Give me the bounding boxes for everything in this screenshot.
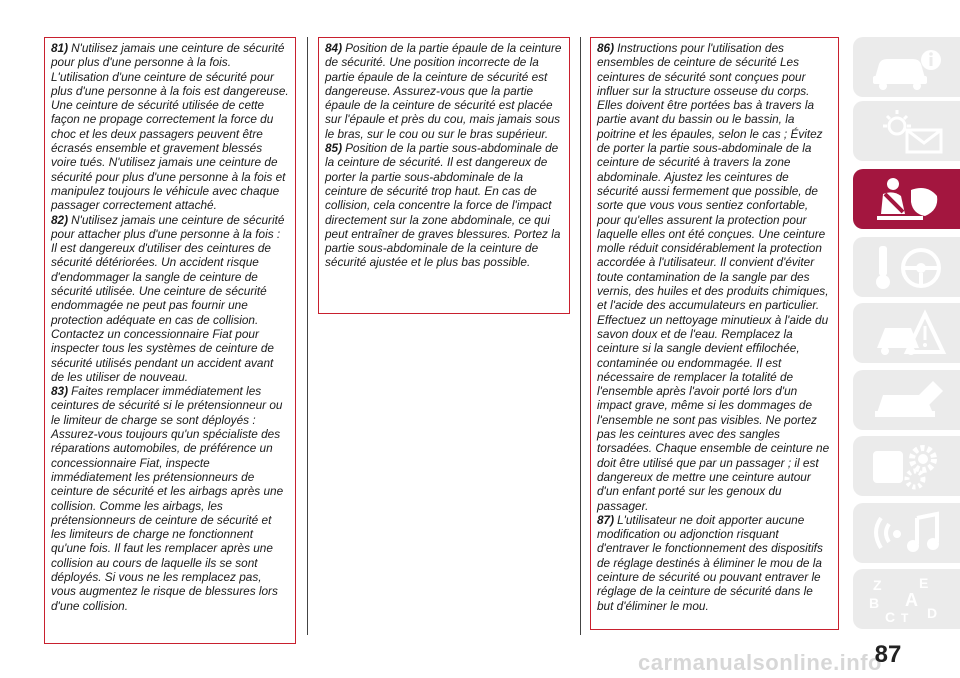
- key-steering-wheel-icon: [867, 242, 947, 292]
- tab-multimedia[interactable]: [853, 503, 960, 563]
- page-number: 87: [874, 641, 902, 668]
- technical-data-gears-icon: [867, 441, 947, 491]
- note-87: 87) L'utilisateur ne doit apporter aucune modification ou adjonction risquant d'entraver le fonctionnement des dispositifs de réglage destinés à éliminer le mou de la ceinture de sécurité ou pouvant entraver le réglage de la ceinture de sécurité dans le but d'éliminer le mou.: [597, 512, 823, 613]
- warning-notes-column-3: [590, 37, 839, 630]
- index-letter: Z: [873, 577, 882, 593]
- tab-index[interactable]: [853, 569, 960, 629]
- tab-maintenance[interactable]: [853, 370, 960, 430]
- tab-safety[interactable]: [853, 169, 960, 229]
- tab-dashboard-lights[interactable]: [853, 101, 960, 161]
- tab-starting-driving[interactable]: [853, 237, 960, 297]
- column-divider: [307, 37, 308, 635]
- index-letter: D: [927, 605, 938, 621]
- tab-technical-data[interactable]: [853, 436, 960, 496]
- maintenance-car-icon: [867, 375, 947, 425]
- index-letter: A: [905, 590, 918, 610]
- warning-lights-icon: [867, 106, 947, 156]
- note-81: 81) N'utilisez jamais une ceinture de sécurité pour plus d'une personne à la fois. L'utilisation d'une ceinture de sécurité pour plus d'une personne à la fois est dangereuse. Une ceinture de sécurité utilisée de cette façon ne propage correctement la force du choc et les deux passagers peuvent être écrasés ensemble et gravement blessés voire tués. N'utilisez jamais une ceinture de sécurité pour plus d'une personne à la fois et manipulez toujours le véhicule avec chaque passager correctement attaché.: [51, 41, 289, 213]
- note-82: 82) N'utilisez jamais une ceinture de sécurité pour attacher plus d'une personne à la fois : Il est dangereux d'utiliser des ceintures de sécurité détériorées. Un accident risque d'endommager la sangle de ceinture de sécurité utilisée. Une ceinture de sécurité endommagée ne peut pas fournir une protection adéquate en cas de collision. Contactez un concessionnaire Fiat pour inspecter tous les systèmes de ceinture de sécurité utilisés pendant un accident avant de les utiliser de nouveau.: [51, 212, 285, 384]
- index-alphabet-icon: [867, 574, 947, 624]
- index-letter: E: [919, 575, 929, 591]
- seatbelt-airbag-icon: [867, 174, 947, 224]
- multimedia-icon: [867, 508, 947, 558]
- car-info-icon: [867, 42, 947, 92]
- warning-notes-column-1: [44, 37, 296, 644]
- index-letter: T: [901, 611, 909, 624]
- note-86: 86) Instructions pour l'utilisation des ensembles de ceinture de sécurité Les ceintures de sécurité sont conçues pour influer sur la structure osseuse du corps. Elles doivent être portées bas à travers la partie avant du bassin ou le bassin, la poitrine et les épaules, selon le cas ; Évitez de porter la partie sous-abdominale de la ceinture de sécurité à travers la zone abdominale. Ajustez les ceintures de sécurité aussi fermement que possible, de sorte que vous vous sentiez confortable, pour qu'elles assurent la protection pour laquelle elles ont été conçues. Une ceinture molle réduit considérablement la protection accordée à l'utilisateur. Il convient d'éviter toute contamination de la sangle par des vernis, des huiles et des produits chimiques, et l'acide des accumulateurs en particulier. Effectuez un nettoyage minutieux à l'aide du savon doux et de l'eau. Remplacez la ceinture si la sangle devient effilochée, contaminée ou endommagée. Il est nécessaire de remplacer la totalité de l'ensemble après l'avoir porté lors d'un impact grave, même si les dommages de l'ensemble ne sont pas visibles. Ne portez pas les ceintures avec des sangles torsadées. Chaque ensemble de ceinture ne doit être utilisé que par un passager ; il est dangereux de mettre une ceinture autour d'un enfant porté sur les genoux du passager.: [597, 41, 830, 513]
- column-divider: [580, 37, 581, 635]
- tab-emergency[interactable]: [853, 303, 960, 363]
- index-letter: B: [869, 595, 880, 611]
- index-letter: C: [885, 609, 896, 624]
- tab-vehicle-knowledge[interactable]: [853, 37, 960, 97]
- warning-notes-column-2: [318, 37, 570, 314]
- note-85: 85) Position de la partie sous-abdominale de la ceinture de sécurité. Il est dangereux de porter la partie sous-abdominale de la ceinture de sécurité trop haut. En cas de collision, cela concentre la force de l'impact directement sur la zone abdominale, ce qui peut entraîner de graves blessures. Portez la partie sous-abdominale de la ceinture de sécurité ajustée et le plus bas possible.: [325, 141, 561, 270]
- note-84: 84) Position de la partie épaule de la ceinture de sécurité. Une position incorrecte de la partie épaule de la ceinture de sécurité est dangereuse. Assurez-vous que la partie épaule de la ceinture de sécurité est placée sur l'épaule et près du cou, mais jamais sous le bras, sur le cou ou sur le bras supérieur.: [325, 41, 562, 141]
- watermark: carmanualsonline.info: [638, 650, 882, 675]
- emergency-triangle-icon: [867, 308, 947, 358]
- note-83: 83) Faites remplacer immédiatement les ceintures de sécurité si le prétensionneur ou le limiteur de charge se sont déployés : Assurez-vous toujours qu'un spécialiste des réparations automobiles, de préférence un concessionnaire Fiat, inspecte immédiatement les prétensionneurs de ceinture de sécurité et les airbags après une collision. Comme les airbags, les prétensionneurs de ceinture de sécurité et les limiteurs de charge ne fonctionnent qu'une fois. Il faut les remplacer après une collision au cours de laquelle ils se sont déployés. Si vous ne les remplacez pas, vous augmentez le risque de blessures lors d'une collision.: [51, 384, 284, 613]
